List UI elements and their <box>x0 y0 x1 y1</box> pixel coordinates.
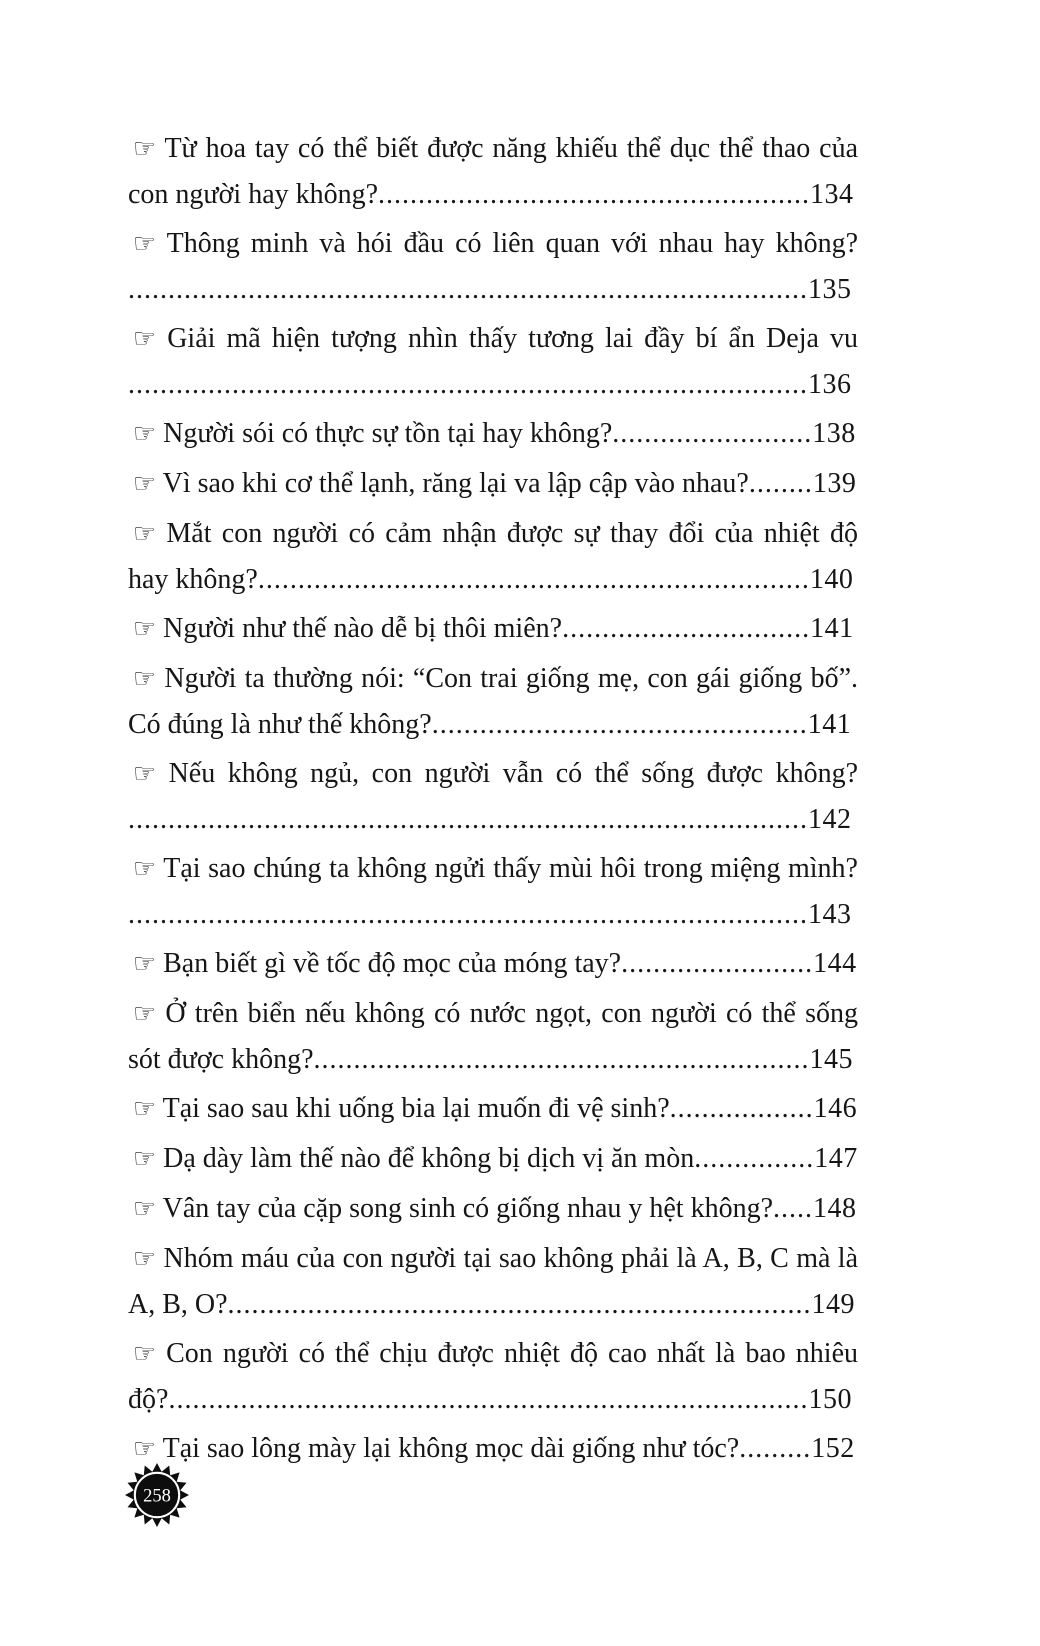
pointing-hand-icon: ☞ <box>133 614 157 644</box>
pointing-hand-icon: ☞ <box>133 1144 157 1174</box>
entry-title: Tại sao lông mày lại không mọc dài giống như tóc? <box>162 1433 740 1464</box>
pointing-hand-icon: ☞ <box>133 664 157 694</box>
leader-unit <box>562 613 854 644</box>
page-number-seal <box>124 1462 190 1528</box>
pointing-hand-icon: ☞ <box>133 1244 157 1274</box>
pointing-hand-icon: ☞ <box>133 1434 157 1464</box>
dot-leader: ........................ <box>621 948 814 979</box>
leader-unit <box>612 418 856 449</box>
entry-page-number: 136 <box>808 369 852 400</box>
leader-unit <box>314 1044 854 1075</box>
entry-page-number: 139 <box>812 468 857 499</box>
entry-page-number: 141 <box>810 613 854 644</box>
leader-unit <box>128 274 852 305</box>
entry-page-number: 140 <box>809 564 854 595</box>
entry-page-number: 145 <box>809 1044 854 1075</box>
entry-page-number: 141 <box>807 709 852 740</box>
entry-page-number: 150 <box>808 1384 852 1415</box>
toc-entry <box>128 1186 858 1232</box>
entry-page-number: 135 <box>808 274 852 305</box>
dot-leader: ......... <box>739 1433 812 1464</box>
leader-unit <box>621 948 857 979</box>
entry-title: Người ta thường nói: “Con trai giống mẹ, con gái giống bố”. Có đúng là như thế không? <box>128 663 858 740</box>
entry-title: Bạn biết gì về tốc độ mọc của móng tay? <box>163 948 622 979</box>
entry-title: Tại sao sau khi uống bia lại muốn đi vệ sinh? <box>162 1093 670 1124</box>
entry-page-number: 142 <box>808 804 852 835</box>
toc-entry <box>128 846 858 937</box>
entry-title: Nếu không ngủ, con người vẫn có thể sống được không? <box>168 758 858 789</box>
leader-unit <box>128 804 852 835</box>
entry-title: Nhóm máu của con người tại sao không phải là A, B, C mà là A, B, O? <box>128 1243 859 1320</box>
entry-title: Tại sao chúng ta không ngửi thấy mùi hôi trong miệng mình? <box>163 853 858 884</box>
pointing-hand-icon: ☞ <box>133 324 157 354</box>
toc-entry <box>128 1426 858 1472</box>
toc-entry <box>128 941 858 987</box>
pointing-hand-icon: ☞ <box>133 1194 157 1224</box>
leader-unit <box>670 1093 858 1124</box>
toc-list <box>128 126 858 1476</box>
starburst-icon <box>124 1462 190 1528</box>
toc-entry <box>128 1236 858 1327</box>
pointing-hand-icon: ☞ <box>133 229 157 259</box>
entry-page-number: 143 <box>808 899 852 930</box>
toc-entry <box>128 511 858 602</box>
toc-entry <box>128 656 858 747</box>
dot-leader: .............................................................. <box>313 1044 810 1075</box>
pointing-hand-icon: ☞ <box>133 999 157 1029</box>
pointing-hand-icon: ☞ <box>133 759 157 789</box>
toc-entry <box>128 606 858 652</box>
leader-unit <box>378 179 854 210</box>
entry-title: Con người có thể chịu được nhiệt độ cao nhất là bao nhiêu độ? <box>128 1338 858 1415</box>
entry-title: Thông minh và hói đầu có liên quan với nhau hay không? <box>166 228 858 259</box>
toc-entry <box>128 1331 858 1422</box>
entry-title: Mắt con người có cảm nhận được sự thay đổi của nhiệt độ hay không? <box>128 518 859 595</box>
dot-leader: ............................................... <box>431 709 808 740</box>
entry-title: Từ hoa tay có thể biết được năng khiếu thể dục thể thao của con người hay không? <box>128 133 859 210</box>
entry-page-number: 146 <box>813 1093 858 1124</box>
entry-title: Vân tay của cặp song sinh có giống nhau y hệt không? <box>162 1193 774 1224</box>
dot-leader: ............... <box>694 1143 815 1174</box>
toc-entry <box>128 461 858 507</box>
page-number: 258 <box>143 1485 171 1507</box>
pointing-hand-icon: ☞ <box>133 469 157 499</box>
leader-unit <box>128 899 852 930</box>
leader-unit <box>168 1384 852 1415</box>
entry-title: Người sói có thực sự tồn tại hay không? <box>163 418 613 449</box>
leader-unit <box>694 1143 858 1174</box>
pointing-hand-icon: ☞ <box>133 134 157 164</box>
pointing-hand-icon: ☞ <box>133 1339 157 1369</box>
leader-unit <box>128 369 852 400</box>
dot-leader: ..................................................................................... <box>128 369 808 400</box>
dot-leader: ........ <box>748 468 813 499</box>
pointing-hand-icon: ☞ <box>133 419 157 449</box>
leader-unit <box>739 1433 855 1464</box>
dot-leader: ..................................................................... <box>257 564 810 595</box>
entry-page-number: 152 <box>811 1433 855 1464</box>
toc-entry <box>128 221 858 312</box>
leader-unit <box>749 468 857 499</box>
pointing-hand-icon: ☞ <box>133 854 157 884</box>
leader-unit <box>432 709 852 740</box>
pointing-hand-icon: ☞ <box>133 949 157 979</box>
entry-page-number: 144 <box>813 948 857 979</box>
toc-entry <box>128 316 858 407</box>
toc-entry <box>128 751 858 842</box>
entry-title: Dạ dày làm thế nào để không bị dịch vị ăn mòn <box>163 1143 695 1174</box>
entry-title: Ở trên biển nếu không có nước ngọt, con người có thể sống sót được không? <box>128 998 858 1075</box>
toc-entry <box>128 991 858 1082</box>
entry-title: Người như thế nào dễ bị thôi miên? <box>163 613 563 644</box>
entry-page-number: 148 <box>813 1193 857 1224</box>
dot-leader: ..................................................................................... <box>128 804 808 835</box>
toc-entry <box>128 411 858 457</box>
dot-leader: ......................... <box>612 418 813 449</box>
entry-page-number: 149 <box>811 1289 856 1320</box>
toc-entry <box>128 126 858 217</box>
dot-leader: ..................................................................................... <box>128 899 808 930</box>
entry-title: Giải mã hiện tượng nhìn thấy tương lai đầy bí ẩn Deja vu <box>167 323 859 354</box>
dot-leader: ................................................................................ <box>168 1384 809 1415</box>
pointing-hand-icon: ☞ <box>133 1094 157 1124</box>
dot-leader: ..................................................................................... <box>128 274 808 305</box>
dot-leader: .................. <box>669 1093 814 1124</box>
leader-unit <box>773 1193 857 1224</box>
dot-leader: ..... <box>773 1193 814 1224</box>
dot-leader: ...................................................... <box>378 179 811 210</box>
entry-title: Vì sao khi cơ thể lạnh, răng lại va lập cập vào nhau? <box>162 468 749 499</box>
entry-page-number: 134 <box>810 179 854 210</box>
pointing-hand-icon: ☞ <box>133 519 157 549</box>
dot-leader: ............................... <box>562 613 811 644</box>
entry-page-number: 138 <box>812 418 856 449</box>
toc-entry <box>128 1136 858 1182</box>
toc-entry <box>128 1086 858 1132</box>
dot-leader: ......................................................................... <box>227 1289 812 1320</box>
leader-unit <box>258 564 854 595</box>
leader-unit <box>228 1289 856 1320</box>
entry-page-number: 147 <box>814 1143 858 1174</box>
